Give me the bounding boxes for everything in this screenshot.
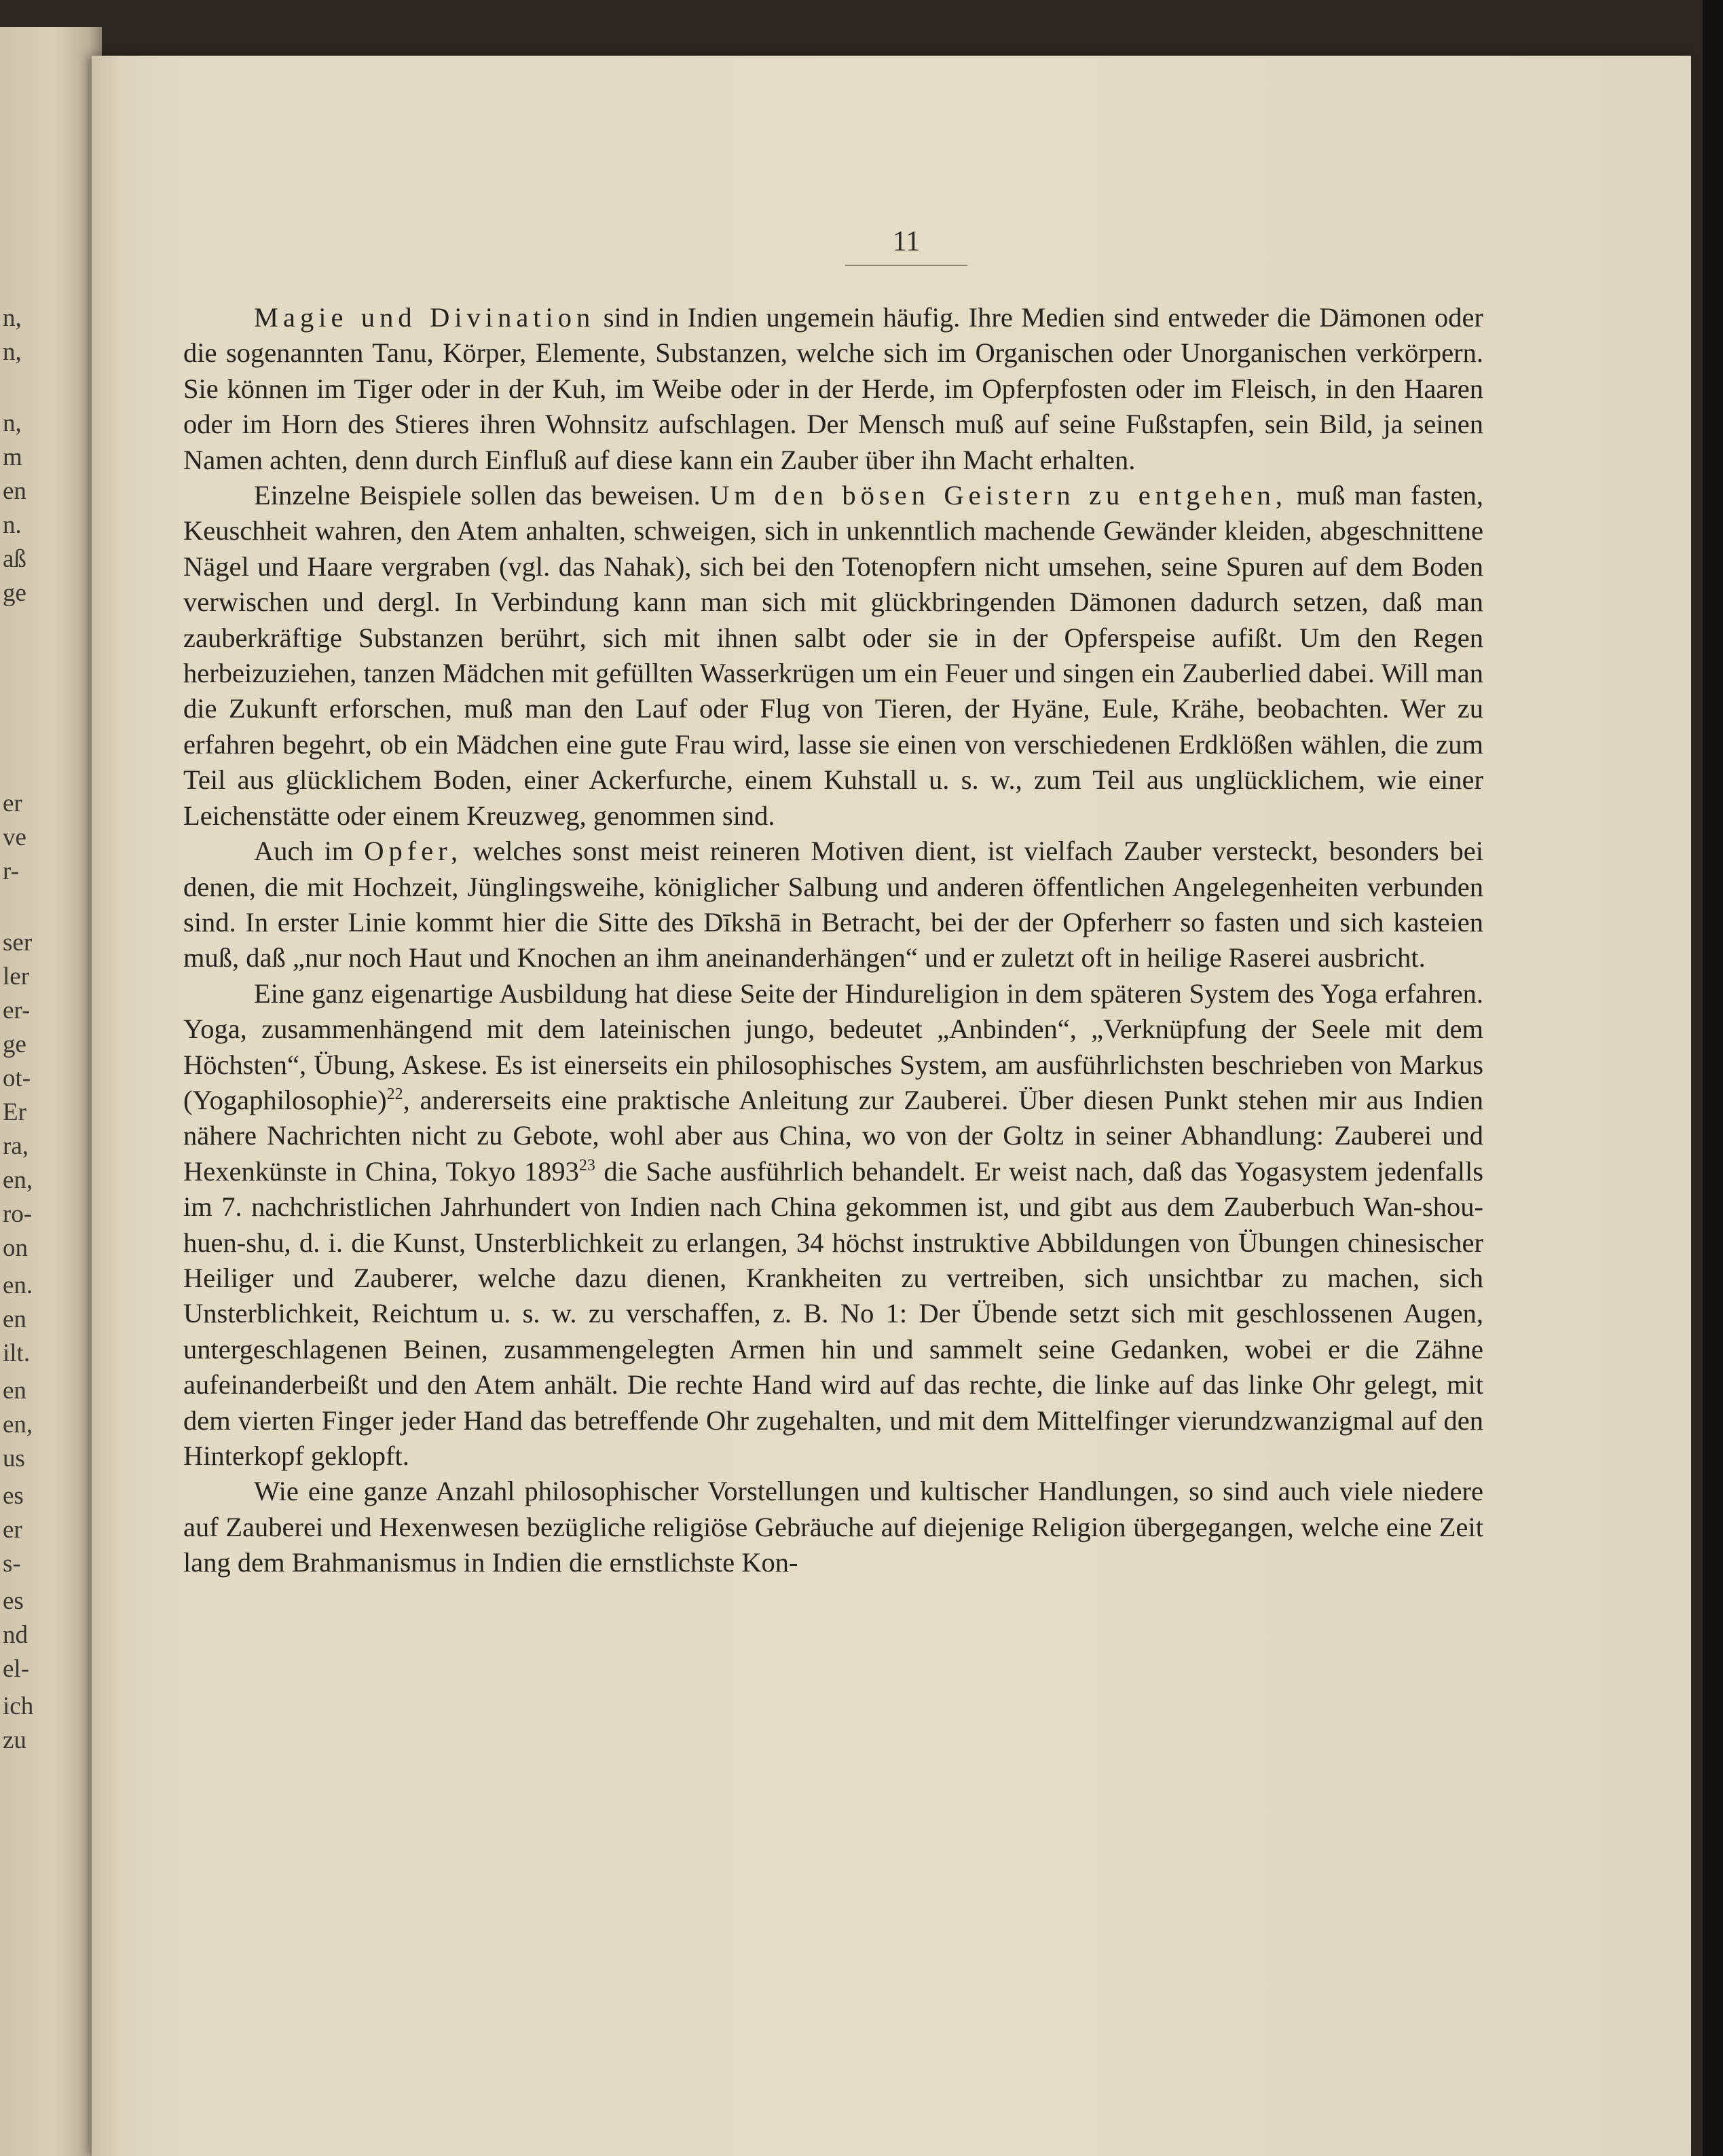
margin-fragment: er	[3, 789, 22, 817]
margin-fragment: ve	[3, 823, 26, 851]
margin-fragment: en,	[3, 1166, 33, 1194]
margin-fragment: n.	[3, 511, 22, 539]
paragraph-text: Eine ganz eigenartige Ausbildung hat diese Seite der Hindureligion in dem späteren System des Yoga erfahren. Yoga, zusammenhängend mit dem lateinischen jungo, bedeutet „Anbinden“, „Verknüpfung der Seele mit dem Höchsten“, Übung, Askese. Es ist einerseits ein philosophisches System, am ausführlichsten beschrieben von Markus (Yogaphilosophie)	[183, 978, 1483, 1115]
margin-fragment: en	[3, 1377, 26, 1405]
margin-fragment: n,	[3, 304, 22, 332]
margin-fragment: r-	[3, 857, 19, 885]
margin-fragment: ot-	[3, 1064, 31, 1092]
paragraph	[183, 1474, 1483, 1580]
spaced-emphasis: Magie und Divination	[254, 302, 595, 333]
margin-fragment: ge	[3, 579, 26, 607]
paragraph-text: Auch im	[254, 836, 365, 867]
book-page	[92, 56, 1691, 2156]
spaced-emphasis: Um den bösen Geistern zu entgehen,	[709, 480, 1288, 511]
margin-fragment: ra,	[3, 1132, 29, 1160]
margin-fragment: ge	[3, 1030, 26, 1058]
margin-fragment: er	[3, 1516, 22, 1544]
footnote-ref: 23	[578, 1156, 595, 1174]
paragraph-text: Einzelne Beispiele sollen das beweisen.	[254, 480, 710, 511]
margin-fragment: on	[3, 1234, 28, 1262]
footnote-ref: 22	[386, 1085, 403, 1103]
margin-fragment: n,	[3, 338, 22, 366]
margin-fragment: en	[3, 477, 26, 505]
page-header	[811, 225, 1001, 266]
margin-fragment: us	[3, 1445, 25, 1472]
previous-page-edge	[0, 27, 102, 2156]
paragraph-text: sind in Indien ungemein häufig. Ihre Medien sind entweder die Dämonen oder die sogenannten Tanu, Körper, Elemente, Substanzen, welche sich im Organischen oder Unorganischen verkörpern. Sie können im Tiger oder in der Kuh, im Weibe oder in der Herde, im Opferpfosten oder im Fleisch, in den Haaren oder im Horn des Stieres ihren Wohnsitz aufschlagen. Der Mensch muß auf seine Fußstapfen, sein Bild, ja seinen Namen achten, denn durch Einfluß auf diese kann ein Zauber über ihn Macht erhalten.	[183, 302, 1483, 475]
paragraph	[183, 976, 1483, 1474]
margin-fragment: s-	[3, 1550, 21, 1578]
margin-fragment: ro-	[3, 1200, 33, 1228]
paragraph-text: welches sonst meist reineren Motiven dient, ist vielfach Zauber versteckt, besonders bei denen, die mit Hochzeit, Jünglingsweihe, königlicher Salbung und anderen öffentlichen Angelegenheiten verbunden sind. In erster Linie kommt hier die Sitte des Dīkshā in Betracht, bei der der Opferherr so fasten und sich kasteien muß, daß „nur noch Haut und Knochen an ihm aneinanderhängen“ und er zuletzt oft in heilige Raserei ausbricht.	[183, 836, 1484, 973]
margin-fragment: zu	[3, 1726, 26, 1754]
margin-fragment: aß	[3, 545, 26, 573]
margin-fragment: ser	[3, 929, 33, 956]
margin-fragment: en	[3, 1305, 26, 1333]
margin-fragment: n,	[3, 409, 22, 437]
margin-fragment: ich	[3, 1692, 34, 1720]
scan-background	[1703, 0, 1723, 2156]
margin-fragment: ilt.	[3, 1339, 31, 1367]
paragraph-text: , andererseits eine praktische Anleitung zur Zauberei. Über diesen Punkt stehen mir aus Indien nähere Nachrichten nicht zu Gebote, wohl aber aus China, wo von der Goltz in seiner Abhandlung: Zauberei und Hexenkünste in China, Tokyo 1893	[183, 1084, 1483, 1187]
paragraph	[183, 834, 1483, 976]
margin-fragment: es	[3, 1587, 24, 1615]
spaced-emphasis: Opfer,	[364, 836, 463, 867]
margin-fragment: nd	[3, 1621, 28, 1649]
margin-fragment: en.	[3, 1271, 33, 1299]
margin-fragment: en,	[3, 1411, 33, 1438]
paragraph-text: die Sache ausführlich behandelt. Er weist nach, daß das Yogasystem jedenfalls im 7. nachchristlichen Jahrhundert von Indien nach China gekommen ist, und gibt aus dem Zauberbuch Wan-shou-huen-shu, d. i. die Kunst, Unsterblichkeit zu erlangen, 34 höchst instruktive Abbildungen von Übungen chinesischer Heiliger und Zauberer, welche dazu dienen, Krankheiten zu vertreiben, sich unsichtbar zu machen, sich Unsterblichkeit, Reichtum u. s. w. zu verschaffen, z. B. No 1: Der Übende setzt sich mit geschlossenen Augen, untergeschlagenen Beinen, zusammengelegten Armen hin und sammelt seine Gedanken, wobei er die Zähne aufeinanderbeißt und den Atem anhält. Die rechte Hand wird auf das rechte, die linke auf das linke Ohr gelegt, mit dem vierten Finger jeder Hand das betreffende Ohr zugehalten, und mit dem Mittelfinger vierundzwanzigmal auf den Hinterkopf geklopft.	[183, 1155, 1483, 1471]
body-text	[183, 300, 1483, 1581]
paragraph-text: Wie eine ganze Anzahl philosophischer Vorstellungen und kultischer Handlungen, so sind auch viele niedere auf Zauberei und Hexenwesen bezügliche religiöse Gebräuche auf diejenige Religion übergegangen, welche eine Zeit lang dem Brahmanismus in Indien die ernstlichste Kon-	[183, 1476, 1483, 1578]
paragraph	[183, 478, 1483, 834]
margin-fragment: m	[3, 443, 22, 471]
margin-fragment: el-	[3, 1655, 30, 1683]
margin-fragment: er-	[3, 997, 31, 1024]
header-rule	[845, 265, 967, 266]
margin-fragment: ler	[3, 963, 30, 990]
margin-fragment: es	[3, 1482, 24, 1510]
paragraph-text: muß man fasten, Keuschheit wahren, den Atem anhalten, schweigen, sich in unkenntlich machende Gewänder kleiden, abgeschnittene Nägel und Haare vergraben (vgl. das Nahak), sich bei den Totenopfern nicht umsehen, seine Spuren auf dem Boden verwischen und dergl. In Verbindung kann man sich mit glückbringenden Dämonen dadurch setzen, daß man zauberkräftige Substanzen berührt, sich mit ihnen salbt oder sie in der Opferspeise aufißt. Um den Regen herbeizuziehen, tanzen Mädchen mit gefüllten Wasserkrügen um ein Feuer und singen ein Zauberlied dabei. Will man die Zukunft erforschen, muß man den Lauf oder Flug von Tieren, der Hyäne, Eule, Krähe, beobachten. Wer zu erfahren begehrt, ob ein Mädchen eine gute Frau wird, lasse sie einen von verschiedenen Erdklößen wählen, die zum Teil aus glücklichem Boden, einer Ackerfurche, einem Kuhstall u. s. w., zum Teil aus unglücklichem, wie einer Leichenstätte oder einem Kreuzweg, genommen sind.	[183, 480, 1484, 831]
paragraph	[183, 300, 1483, 478]
margin-fragment: Er	[3, 1098, 26, 1126]
page-number: 11	[892, 226, 921, 257]
